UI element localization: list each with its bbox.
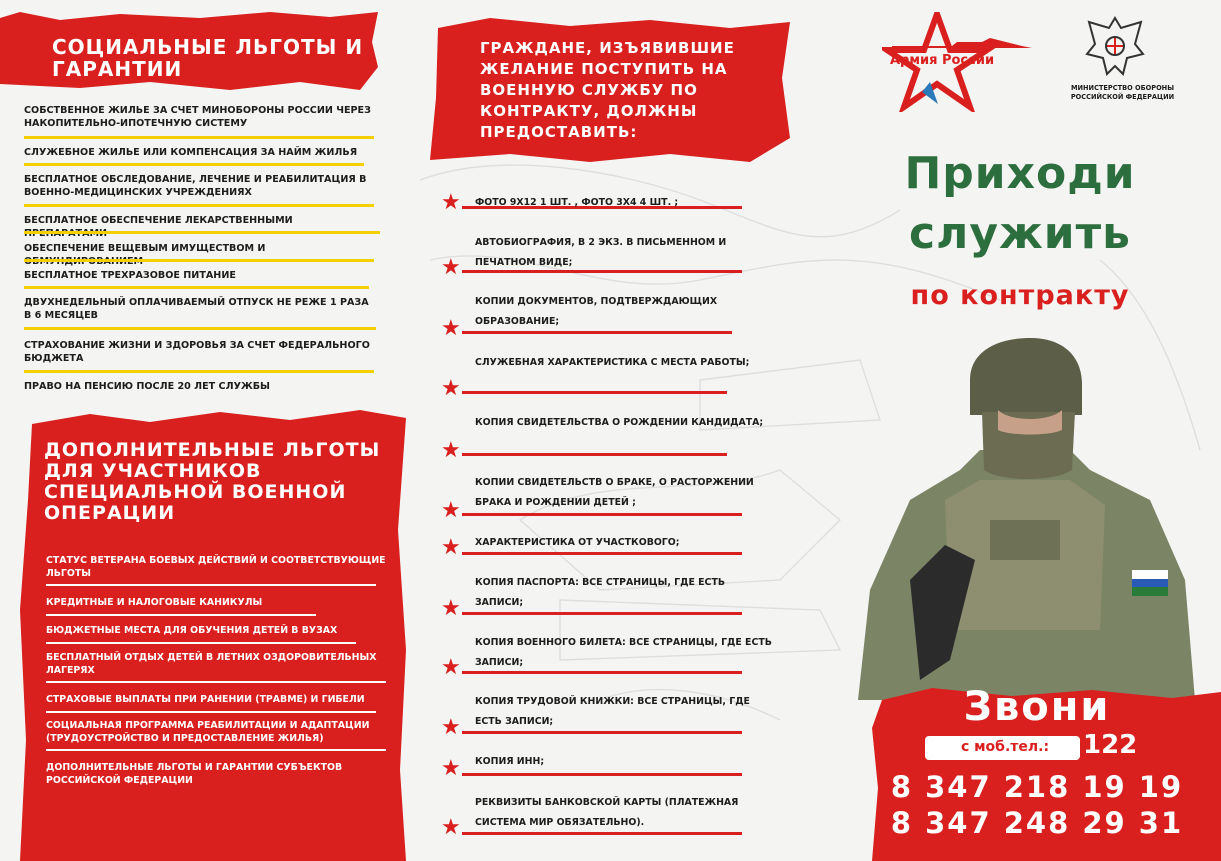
svo-divider — [46, 749, 386, 751]
benefit-divider — [24, 327, 376, 330]
requirement-item: КОПИЯ ПАСПОРТА: ВСЕ СТРАНИЦЫ, ГДЕ ЕСТЬ ЗАПИСИ; — [475, 577, 725, 608]
requirement-item: ФОТО 9Х12 1 ШТ. , ФОТО 3Х4 4 ШТ. ; — [475, 197, 679, 208]
benefit-divider — [24, 370, 374, 373]
star-icon: ★ — [441, 376, 461, 401]
star-icon: ★ — [441, 596, 461, 621]
mobile-label: с моб.тел.: — [960, 739, 1050, 755]
requirement-item: КОПИЯ ВОЕННОГО БИЛЕТА: ВСЕ СТРАНИЦЫ, ГДЕ ЕСТЬ ЗАПИСИ; — [475, 637, 772, 668]
phone-number-1[interactable]: 8 347 218 19 19 — [890, 770, 1184, 804]
benefit-item: ПРАВО НА ПЕНСИЮ ПОСЛЕ 20 ЛЕТ СЛУЖБЫ — [24, 381, 270, 392]
svo-benefits-title: ДОПОЛНИТЕЛЬНЫЕ ЛЬГОТЫ ДЛЯ УЧАСТНИКОВ СПЕЦИАЛЬНОЙ ВОЕННОЙ ОПЕРАЦИИ — [44, 439, 381, 524]
requirement-item: ХАРАКТЕРИСТИКА ОТ УЧАСТКОВОГО; — [475, 537, 680, 548]
requirement-item: КОПИЯ СВИДЕТЕЛЬСТВА О РОЖДЕНИИ КАНДИДАТА; — [475, 417, 764, 428]
benefit-divider — [24, 259, 374, 262]
requirement-item: КОПИИ СВИДЕТЕЛЬСТВ О БРАКЕ, О РАСТОРЖЕНИИ БРАКА И РОЖДЕНИИ ДЕТЕЙ ; — [475, 477, 754, 508]
call-title: Звони — [963, 684, 1111, 730]
star-icon: ★ — [441, 655, 461, 680]
star-icon: ★ — [441, 190, 461, 215]
benefit-item: БЕСПЛАТНОЕ ОБЕСПЕЧЕНИЕ ЛЕКАРСТВЕННЫМИ — [24, 215, 293, 226]
star-icon: ★ — [441, 535, 461, 560]
star-icon: ★ — [441, 756, 461, 781]
star-icon: ★ — [441, 255, 461, 280]
svo-divider — [46, 711, 376, 713]
svo-divider — [46, 614, 316, 616]
eagle-emblem — [1085, 14, 1145, 80]
benefit-item: ДВУХНЕДЕЛЬНЫЙ ОПЛАЧИВАЕМЫЙ ОТПУСК НЕ РЕЖЕ 1 РАЗА В 6 МЕСЯЦЕВ — [24, 297, 369, 321]
svo-benefit-item: СОЦИАЛЬНАЯ ПРОГРАММА РЕАБИЛИТАЦИИ И АДАПТАЦИИ (ТРУДОУСТРОЙСТВО И ПРЕДОСТАВЛЕНИЕ ЖИЛЬЯ) — [46, 720, 370, 744]
svo-benefit-item: КРЕДИТНЫЕ И НАЛОГОВЫЕ КАНИКУЛЫ — [46, 597, 263, 608]
social-benefits-title: СОЦИАЛЬНЫЕ ЛЬГОТЫ И ГАРАНТИИ — [52, 35, 364, 81]
svo-benefit-item: СТАТУС ВЕТЕРАНА БОЕВЫХ ДЕЙСТВИЙ И СООТВЕТСТВУЮЩИЕ ЛЬГОТЫ — [46, 555, 386, 579]
svo-divider — [46, 584, 376, 586]
benefit-item: СОБСТВЕННОЕ ЖИЛЬЕ ЗА СЧЕТ МИНОБОРОНЫ РОССИИ ЧЕРЕЗ НАКОПИТЕЛЬНО-ИПОТЕЧНУЮ СИСТЕМУ — [24, 105, 371, 129]
svo-benefit-item: БЮДЖЕТНЫЕ МЕСТА ДЛЯ ОБУЧЕНИЯ ДЕТЕЙ В ВУЗАХ — [46, 625, 338, 636]
headline-contract: по контракту — [910, 280, 1130, 311]
benefit-item: СЛУЖЕБНОЕ ЖИЛЬЕ ИЛИ КОМПЕНСАЦИЯ ЗА НАЙМ ЖИЛЬЯ — [24, 147, 358, 158]
benefit-divider — [24, 286, 369, 289]
benefit-divider — [24, 204, 374, 207]
requirement-item: РЕКВИЗИТЫ БАНКОВСКОЙ КАРТЫ (ПЛАТЕЖНАЯ СИСТЕМА МИР ОБЯЗАТЕЛЬНО). — [475, 797, 739, 828]
benefit-item: БЕСПЛАТНОЕ ОБСЛЕДОВАНИЕ, ЛЕЧЕНИЕ И РЕАБИЛИТАЦИЯ В ВОЕННО-МЕДИЦИНСКИХ УЧРЕЖДЕНИЯХ — [24, 174, 367, 198]
requirement-item: СЛУЖЕБНАЯ ХАРАКТЕРИСТИКА С МЕСТА РАБОТЫ; — [475, 357, 750, 368]
requirement-item: КОПИЯ ТРУДОВОЙ КНИЖКИ: ВСЕ СТРАНИЦЫ, ГДЕ ЕСТЬ ЗАПИСИ; — [475, 696, 750, 727]
requirement-divider — [462, 513, 742, 516]
svo-benefit-item: БЕСПЛАТНЫЙ ОТДЫХ ДЕТЕЙ В ЛЕТНИХ ОЗДОРОВИТЕЛЬНЫХ ЛАГЕРЯХ — [46, 652, 377, 676]
benefit-divider — [24, 231, 380, 234]
headline-come: Приходи — [904, 148, 1136, 199]
svo-benefit-item: ДОПОЛНИТЕЛЬНЫЕ ЛЬГОТЫ И ГАРАНТИИ СУБЪЕКТОВ РОССИЙСКОЙ ФЕДЕРАЦИИ — [46, 762, 343, 786]
phone-number-2[interactable]: 8 347 248 29 31 — [890, 806, 1184, 840]
short-number[interactable]: 122 — [1083, 730, 1138, 760]
benefit-item: СТРАХОВАНИЕ ЖИЗНИ И ЗДОРОВЬЯ ЗА СЧЕТ ФЕДЕРАЛЬНОГО БЮДЖЕТА — [24, 340, 370, 364]
star-icon: ★ — [441, 316, 461, 341]
requirement-item: АВТОБИОГРАФИЯ, В 2 ЭКЗ. В ПИСЬМЕННОМ И ПЕЧАТНОМ ВИДЕ; — [475, 237, 727, 268]
benefit-item: БЕСПЛАТНОЕ ТРЕХРАЗОВОЕ ПИТАНИЕ — [24, 270, 236, 281]
benefit-divider — [24, 136, 374, 139]
benefit-divider — [24, 163, 364, 166]
requirement-item: КОПИИ ДОКУМЕНТОВ, ПОДТВЕРЖДАЮЩИХ ОБРАЗОВАНИЕ; — [475, 296, 718, 327]
requirement-divider — [462, 773, 742, 776]
benefit-item: ОБЕСПЕЧЕНИЕ ВЕЩЕВЫМ ИМУЩЕСТВОМ И — [24, 243, 266, 254]
ministry-name: МИНИСТЕРСТВО ОБОРОНЫ РОССИЙСКОЙ ФЕДЕРАЦИИ — [1070, 84, 1175, 101]
svo-divider — [46, 642, 356, 644]
headline-serve: служить — [909, 208, 1131, 259]
requirements-title: ГРАЖДАНЕ, ИЗЪЯВИВШИЕ ЖЕЛАНИЕ ПОСТУПИТЬ НА ВОЕННУЮ СЛУЖБУ ПО КОНТРАКТУ, ДОЛЖНЫ ПРЕДОСТАВИТЬ: — [480, 39, 735, 141]
army-logo-text: Армия России — [890, 53, 995, 68]
svo-benefit-item: СТРАХОВЫЕ ВЫПЛАТЫ ПРИ РАНЕНИИ (ТРАВМЕ) И ГИБЕЛИ — [46, 694, 365, 705]
soldier-photo — [850, 330, 1200, 700]
requirement-divider — [462, 453, 727, 456]
requirement-item: КОПИЯ ИНН; — [475, 756, 545, 767]
star-icon: ★ — [441, 498, 461, 523]
requirement-divider — [462, 391, 727, 394]
svo-divider — [46, 681, 386, 683]
star-icon: ★ — [441, 815, 461, 840]
star-icon: ★ — [441, 438, 461, 463]
star-icon: ★ — [441, 715, 461, 740]
